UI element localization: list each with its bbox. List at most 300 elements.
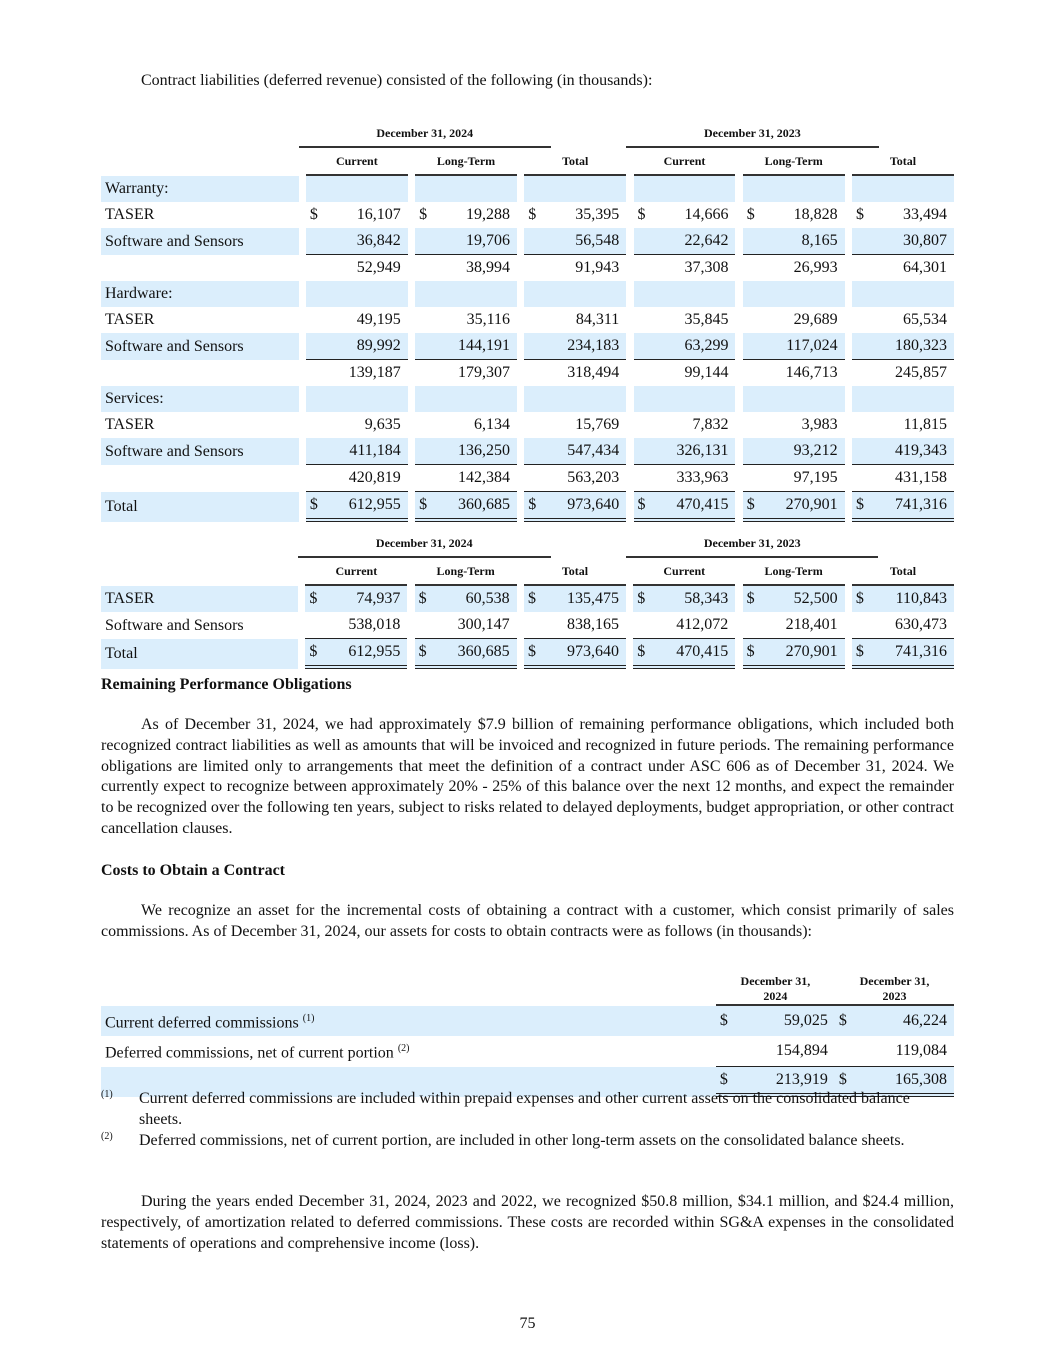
gap-cell — [299, 333, 306, 360]
value-cell: 64,301 — [903, 259, 947, 276]
dollar-sign: $ — [633, 639, 660, 669]
row-label: Total — [101, 492, 299, 522]
gap-cell — [298, 639, 305, 669]
dollar-sign — [524, 612, 551, 639]
dollar-sign: $ — [855, 206, 864, 223]
gap-cell — [408, 281, 415, 307]
gap-cell — [517, 255, 524, 281]
dollar-sign: $ — [524, 639, 551, 669]
value-cell — [879, 281, 954, 307]
value-cell: 56,548 — [551, 228, 626, 255]
gap-cell — [626, 360, 633, 386]
dollar-sign — [524, 281, 551, 307]
gap-cell — [407, 558, 414, 586]
dollar-sign — [524, 360, 551, 386]
section-header-row — [101, 281, 954, 307]
dollar-sign — [852, 360, 879, 386]
row-label: Software and Sensors — [105, 616, 244, 634]
gap-cell — [626, 558, 633, 586]
gap-cell — [845, 558, 852, 586]
gap-cell — [626, 639, 633, 669]
value-cell: 630,473 — [878, 612, 954, 639]
dollar-sign: $ — [305, 639, 332, 669]
gap-cell — [299, 307, 306, 333]
subtotal-row — [101, 255, 954, 281]
column-header: Current — [633, 558, 735, 586]
header-line: 2024 — [763, 989, 788, 1003]
column-header: Long-Term — [415, 148, 517, 176]
footnote-ref: (2) — [397, 1043, 410, 1055]
dollar-sign — [743, 281, 770, 307]
table-row — [101, 228, 954, 255]
gap-cell — [298, 558, 305, 586]
gap-cell — [626, 586, 633, 612]
value-cell: 46,224 — [864, 1006, 954, 1036]
gap-cell — [408, 176, 415, 202]
gap-cell — [845, 412, 852, 438]
column-header: Current — [634, 148, 736, 176]
value-cell: 93,212 — [769, 438, 844, 465]
dollar-sign — [633, 612, 660, 639]
gap-cell — [299, 255, 306, 281]
gap-cell — [845, 333, 852, 360]
dollar-sign: $ — [415, 639, 442, 669]
value-cell — [332, 281, 407, 307]
value-cell: 412,072 — [660, 612, 735, 639]
footnote-2 — [101, 1131, 954, 1152]
value-cell: 49,195 — [356, 311, 401, 328]
table-row — [101, 1006, 954, 1036]
gap-cell — [407, 586, 414, 612]
column-header: Current — [306, 148, 408, 176]
value-cell — [769, 176, 844, 202]
value-cell: 14,666 — [684, 206, 729, 223]
value-cell: 74,937 — [332, 586, 407, 612]
blank-cell — [101, 970, 716, 1006]
dollar-sign: $ — [305, 586, 332, 612]
table-row — [101, 202, 954, 228]
gap-cell — [298, 612, 305, 639]
dollar-sign: $ — [716, 1067, 745, 1097]
dollar-sign — [415, 255, 442, 281]
section-header-row — [101, 386, 954, 412]
gap-cell — [517, 228, 524, 255]
column-header: Current — [305, 558, 407, 586]
value-cell: 139,187 — [348, 364, 401, 381]
dollar-sign — [743, 228, 770, 255]
value-cell: 99,144 — [684, 364, 729, 381]
gap-cell — [626, 386, 633, 412]
gap-cell — [517, 612, 524, 639]
header-line: December 31, — [740, 974, 811, 988]
gap-cell — [626, 465, 633, 492]
value-cell: 97,195 — [769, 465, 844, 492]
gap-cell — [299, 202, 306, 228]
gap-cell — [517, 586, 524, 612]
blank-cell — [101, 558, 298, 586]
label-text: Deferred commissions, net of current portion — [105, 1044, 394, 1062]
column-header: Long-Term — [743, 148, 845, 176]
dollar-sign — [306, 412, 333, 438]
value-cell: 470,415 — [660, 492, 735, 522]
value-cell: 35,116 — [466, 311, 511, 328]
column-header-row — [101, 970, 954, 1006]
rpo-section — [101, 676, 954, 840]
gap-cell — [517, 307, 524, 333]
dollar-sign — [835, 1036, 864, 1066]
gap-cell — [626, 412, 633, 438]
total-row — [101, 492, 954, 522]
section-header-row — [101, 176, 954, 202]
dollar-sign — [306, 307, 333, 333]
contract-liabilities-summary-table — [101, 530, 954, 669]
dollar-sign — [634, 176, 661, 202]
gap-cell — [845, 255, 852, 281]
dollar-sign: $ — [852, 492, 879, 522]
column-header: Total — [524, 558, 626, 586]
value-cell — [551, 386, 626, 412]
dollar-sign: $ — [419, 206, 428, 223]
gap-cell — [408, 386, 415, 412]
dollar-sign — [852, 412, 879, 438]
gap-cell — [735, 558, 742, 586]
costs-paragraph: We recognize an asset for the incremental costs of obtaining a contract with a customer, which consist primarily of sales commissions. As of December 31, 2024, our assets for costs to obtain contracts were as follows (in thousands): — [101, 902, 954, 940]
dollar-sign: $ — [633, 586, 660, 612]
row-label — [101, 1006, 716, 1036]
value-cell: 270,901 — [769, 639, 844, 669]
gap-cell — [845, 176, 852, 202]
dollar-sign — [634, 438, 661, 465]
gap-cell — [408, 360, 415, 386]
value-cell: 30,807 — [879, 228, 954, 255]
row-label: Warranty: — [101, 176, 299, 202]
gap-cell — [299, 228, 306, 255]
gap-cell — [408, 307, 415, 333]
gap-cell — [735, 586, 742, 612]
value-cell — [551, 281, 626, 307]
gap-cell — [517, 492, 524, 522]
gap-cell — [845, 228, 852, 255]
dollar-sign — [306, 438, 333, 465]
gap-cell — [626, 148, 633, 176]
dollar-sign — [852, 176, 879, 202]
value-cell: 37,308 — [684, 259, 729, 276]
value-cell: 7,832 — [692, 416, 729, 433]
gap-cell — [299, 412, 306, 438]
gap-cell — [735, 228, 742, 255]
value-cell: 9,635 — [364, 416, 401, 433]
footnote-text: Current deferred commissions are included within prepaid expenses and other current assets on the consolidated balance sheets. — [139, 1090, 910, 1128]
dollar-sign: $ — [415, 586, 442, 612]
gap-cell — [298, 586, 305, 612]
header-line: December 31, — [859, 974, 930, 988]
dollar-sign: $ — [524, 586, 551, 612]
value-cell: 218,401 — [769, 612, 844, 639]
gap-cell — [517, 438, 524, 465]
value-cell: 60,538 — [441, 586, 516, 612]
dollar-sign — [306, 255, 333, 281]
gap-cell — [299, 148, 306, 176]
dollar-sign: $ — [743, 586, 770, 612]
dollar-sign — [306, 333, 333, 360]
label-text: Current deferred commissions — [105, 1014, 299, 1032]
dollar-sign — [743, 612, 770, 639]
value-cell: 16,107 — [356, 206, 401, 223]
value-cell: 136,250 — [442, 438, 517, 465]
row-label — [101, 465, 299, 492]
gap-cell — [735, 412, 742, 438]
value-cell: 142,384 — [442, 465, 517, 492]
gap-cell — [845, 438, 852, 465]
dollar-sign: $ — [852, 639, 879, 669]
column-header — [835, 970, 954, 1006]
dollar-sign: $ — [852, 586, 879, 612]
value-cell: 135,475 — [551, 586, 626, 612]
row-label: Hardware: — [101, 281, 299, 307]
year-header-row — [101, 530, 954, 558]
dollar-sign — [524, 333, 551, 360]
contract-liabilities-table — [101, 120, 954, 522]
gap-cell — [626, 492, 633, 522]
dollar-sign: $ — [637, 206, 646, 223]
dollar-sign: $ — [306, 492, 333, 522]
dollar-sign — [852, 438, 879, 465]
value-cell: 333,963 — [660, 465, 735, 492]
table-row — [101, 1036, 954, 1066]
value-cell: 22,642 — [660, 228, 735, 255]
value-cell: 119,084 — [864, 1036, 954, 1066]
dollar-sign — [634, 465, 661, 492]
table-row — [101, 586, 954, 612]
table-row — [101, 438, 954, 465]
header-line: 2023 — [882, 989, 907, 1003]
gap-cell — [408, 255, 415, 281]
gap-cell — [626, 307, 633, 333]
gap-cell — [551, 530, 626, 558]
gap-cell — [407, 639, 414, 669]
gap-cell — [408, 465, 415, 492]
row-label: TASER — [105, 416, 155, 433]
gap-cell — [299, 465, 306, 492]
gap-cell — [517, 333, 524, 360]
dollar-sign — [306, 281, 333, 307]
value-cell: 36,842 — [332, 228, 407, 255]
dollar-sign: $ — [716, 1006, 745, 1036]
dollar-sign — [743, 333, 770, 360]
gap-cell — [735, 360, 742, 386]
footnote-1 — [101, 1089, 954, 1131]
dollar-sign — [634, 360, 661, 386]
value-cell: 52,500 — [769, 586, 844, 612]
dollar-sign — [852, 228, 879, 255]
gap-cell — [517, 412, 524, 438]
gap-cell — [517, 202, 524, 228]
gap-cell — [408, 438, 415, 465]
dollar-sign: $ — [634, 492, 661, 522]
dollar-sign — [634, 412, 661, 438]
dollar-sign — [524, 228, 551, 255]
dollar-sign: $ — [746, 206, 755, 223]
year-header-row — [101, 120, 954, 148]
gap-cell — [517, 639, 524, 669]
value-cell — [442, 176, 517, 202]
gap-cell — [408, 228, 415, 255]
dollar-sign — [852, 612, 879, 639]
dollar-sign — [852, 465, 879, 492]
gap-cell — [845, 307, 852, 333]
dollar-sign — [415, 333, 442, 360]
total-row — [101, 639, 954, 669]
footnote-text: Deferred commissions, net of current portion, are included in other long-term assets on the consolidated balance sheets. — [139, 1132, 905, 1149]
row-label: TASER — [105, 311, 155, 328]
table-row — [101, 612, 954, 639]
dollar-sign — [634, 228, 661, 255]
rpo-heading: Remaining Performance Obligations — [101, 676, 352, 693]
value-cell: 144,191 — [442, 333, 517, 360]
value-cell: 270,901 — [769, 492, 844, 522]
dollar-sign — [305, 612, 332, 639]
value-cell: 52,949 — [356, 259, 401, 276]
dollar-sign — [524, 465, 551, 492]
dollar-sign — [743, 465, 770, 492]
value-cell: 26,993 — [793, 259, 838, 276]
page-number: 75 — [519, 1315, 536, 1332]
gap-cell — [517, 558, 524, 586]
value-cell: 3,983 — [801, 416, 838, 433]
gap-cell — [299, 438, 306, 465]
value-cell: 179,307 — [458, 364, 511, 381]
gap-cell — [735, 333, 742, 360]
dollar-sign — [716, 1036, 745, 1066]
gap-cell — [845, 386, 852, 412]
dollar-sign: $ — [743, 639, 770, 669]
footnote-marker: (1) — [101, 1089, 113, 1100]
dollar-sign — [852, 281, 879, 307]
value-cell — [879, 176, 954, 202]
value-cell — [769, 386, 844, 412]
value-cell: 165,308 — [864, 1067, 954, 1097]
gap-cell — [299, 176, 306, 202]
dollar-sign — [306, 360, 333, 386]
dollar-sign — [415, 438, 442, 465]
dollar-sign — [415, 360, 442, 386]
column-header: Total — [852, 148, 954, 176]
dollar-sign — [852, 333, 879, 360]
dollar-sign — [743, 360, 770, 386]
row-label: Software and Sensors — [101, 438, 299, 465]
gap-cell — [845, 281, 852, 307]
gap-cell — [735, 438, 742, 465]
dollar-sign — [306, 465, 333, 492]
value-cell: 318,494 — [567, 364, 620, 381]
row-label: Total — [101, 639, 298, 669]
table-row — [101, 307, 954, 333]
dollar-sign — [634, 255, 661, 281]
value-cell: 420,819 — [332, 465, 407, 492]
dollar-sign — [743, 255, 770, 281]
value-cell: 15,769 — [575, 416, 620, 433]
gap-cell — [735, 307, 742, 333]
dollar-sign — [634, 386, 661, 412]
dollar-sign — [743, 176, 770, 202]
intro-text: Contract liabilities (deferred revenue) consisted of the following (in thousands): — [141, 72, 653, 89]
gap-cell — [517, 360, 524, 386]
dollar-sign — [852, 255, 879, 281]
gap-cell — [735, 176, 742, 202]
gap-cell — [299, 386, 306, 412]
deferred-commissions-table — [101, 970, 954, 1097]
gap-cell — [408, 492, 415, 522]
value-cell: 612,955 — [332, 492, 407, 522]
dollar-sign — [524, 412, 551, 438]
table-row — [101, 412, 954, 438]
gap-cell — [299, 281, 306, 307]
value-cell: 360,685 — [442, 492, 517, 522]
value-cell: 38,994 — [466, 259, 511, 276]
dollar-sign: $ — [743, 492, 770, 522]
value-cell: 91,943 — [575, 259, 620, 276]
value-cell — [769, 281, 844, 307]
gap-cell — [626, 612, 633, 639]
value-cell: 360,685 — [441, 639, 516, 669]
amortization-section — [101, 1192, 954, 1254]
gap-cell — [735, 639, 742, 669]
year-header: December 31, 2023 — [626, 120, 878, 148]
year-header: December 31, 2024 — [298, 530, 551, 558]
subtotal-row — [101, 465, 954, 492]
value-cell: 419,343 — [879, 438, 954, 465]
gap-cell — [845, 612, 852, 639]
dollar-sign — [415, 281, 442, 307]
gap-cell — [735, 492, 742, 522]
gap-cell — [407, 612, 414, 639]
value-cell — [660, 281, 735, 307]
row-label: TASER — [105, 206, 155, 223]
gap-cell — [517, 281, 524, 307]
column-header: Long-Term — [743, 558, 845, 586]
dollar-sign: $ — [835, 1006, 864, 1036]
value-cell: 146,713 — [785, 364, 838, 381]
value-cell: 84,311 — [575, 311, 620, 328]
dollar-sign: $ — [528, 206, 537, 223]
subtotal-row — [101, 360, 954, 386]
gap-cell — [626, 202, 633, 228]
gap-cell — [735, 612, 742, 639]
year-header: December 31, 2023 — [626, 530, 879, 558]
footnote-marker: (2) — [101, 1131, 113, 1142]
dollar-sign — [415, 612, 442, 639]
value-cell: 35,845 — [684, 311, 729, 328]
gap-cell — [408, 333, 415, 360]
value-cell: 547,434 — [551, 438, 626, 465]
dollar-sign — [415, 176, 442, 202]
value-cell: 18,828 — [793, 206, 838, 223]
gap-cell — [551, 120, 626, 148]
dollar-sign — [524, 307, 551, 333]
column-header: Total — [852, 558, 954, 586]
dollar-sign — [415, 465, 442, 492]
dollar-sign — [634, 281, 661, 307]
gap-cell — [299, 492, 306, 522]
dollar-sign — [415, 228, 442, 255]
dollar-sign — [852, 307, 879, 333]
gap-cell — [735, 386, 742, 412]
value-cell: 563,203 — [551, 465, 626, 492]
value-cell: 154,894 — [745, 1036, 835, 1066]
value-cell: 33,494 — [903, 206, 947, 223]
dollar-sign — [306, 176, 333, 202]
gap-cell — [299, 360, 306, 386]
